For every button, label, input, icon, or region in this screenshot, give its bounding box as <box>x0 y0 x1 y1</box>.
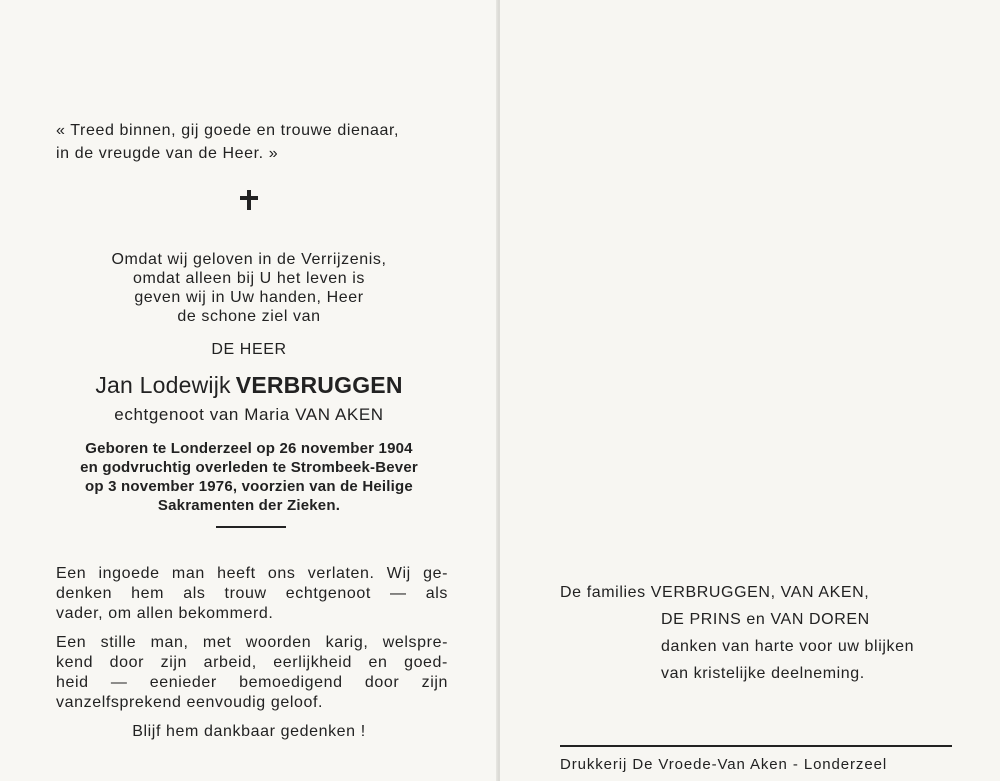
birth-death-line-2: en godvruchtig overleden te Strombeek-Bever <box>80 459 418 476</box>
paragraph1-line-2: denken hem als trouw echtgenoot — als <box>56 585 448 602</box>
paragraph2-line-4: vanzelfsprekend eenvoudig geloof. <box>56 694 324 711</box>
paragraph1-line-3: vader, om allen bekommerd. <box>56 605 274 622</box>
thanks-line-3: danken van harte voor uw blijken <box>661 638 915 655</box>
birth-death-line-4: Sakramenten der Zieken. <box>157 497 341 514</box>
prayer-line-3: geven wij in Uw handen, Heer <box>134 289 364 306</box>
prayer-line-2: omdat alleen bij U het leven is <box>132 270 366 287</box>
surname: VERBRUGGEN <box>235 372 403 398</box>
closing-line: Blijf hem dankbaar gedenken ! <box>132 723 366 740</box>
birth-death-line-3: op 3 november 1976, voorzien van de Heilige <box>85 478 413 495</box>
title-de-heer: DE HEER <box>211 341 287 358</box>
paragraph2-line-2: kend door zijn arbeid, eerlijkheid en goed- <box>56 654 448 671</box>
printer-credit: Drukkerij De Vroede-Van Aken - Londerzeel <box>560 756 888 773</box>
prayer-line-1: Omdat wij geloven in de Verrijzenis, <box>111 251 387 268</box>
thanks-line-4: van kristelijke deelneming. <box>661 665 865 682</box>
cross-icon <box>240 190 258 210</box>
left-page <box>0 0 498 781</box>
divider <box>216 526 286 528</box>
spouse-line: echtgenoot van Maria VAN AKEN <box>114 405 384 424</box>
quote-line-1: « Treed binnen, gij goede en trouwe dienaar, <box>56 122 400 139</box>
paragraph2-line-1: Een stille man, met woorden karig, welspre- <box>56 634 448 651</box>
paragraph1-line-1: Een ingoede man heeft ons verlaten. Wij ge- <box>56 565 448 582</box>
printer-rule <box>560 745 952 747</box>
thanks-line-2: DE PRINS en VAN DOREN <box>661 611 870 628</box>
first-names: Jan Lodewijk <box>95 372 231 398</box>
right-page <box>500 0 1000 781</box>
thanks-line-1: De families VERBRUGGEN, VAN AKEN, <box>560 584 870 601</box>
prayer-line-4: de schone ziel van <box>177 308 321 325</box>
birth-death-line-1: Geboren te Londerzeel op 26 november 1904 <box>85 440 413 457</box>
quote-line-2: in de vreugde van de Heer. » <box>56 145 279 162</box>
paragraph2-line-3: heid — eenieder bemoedigend door zijn <box>56 674 448 691</box>
deceased-name <box>0 372 498 399</box>
